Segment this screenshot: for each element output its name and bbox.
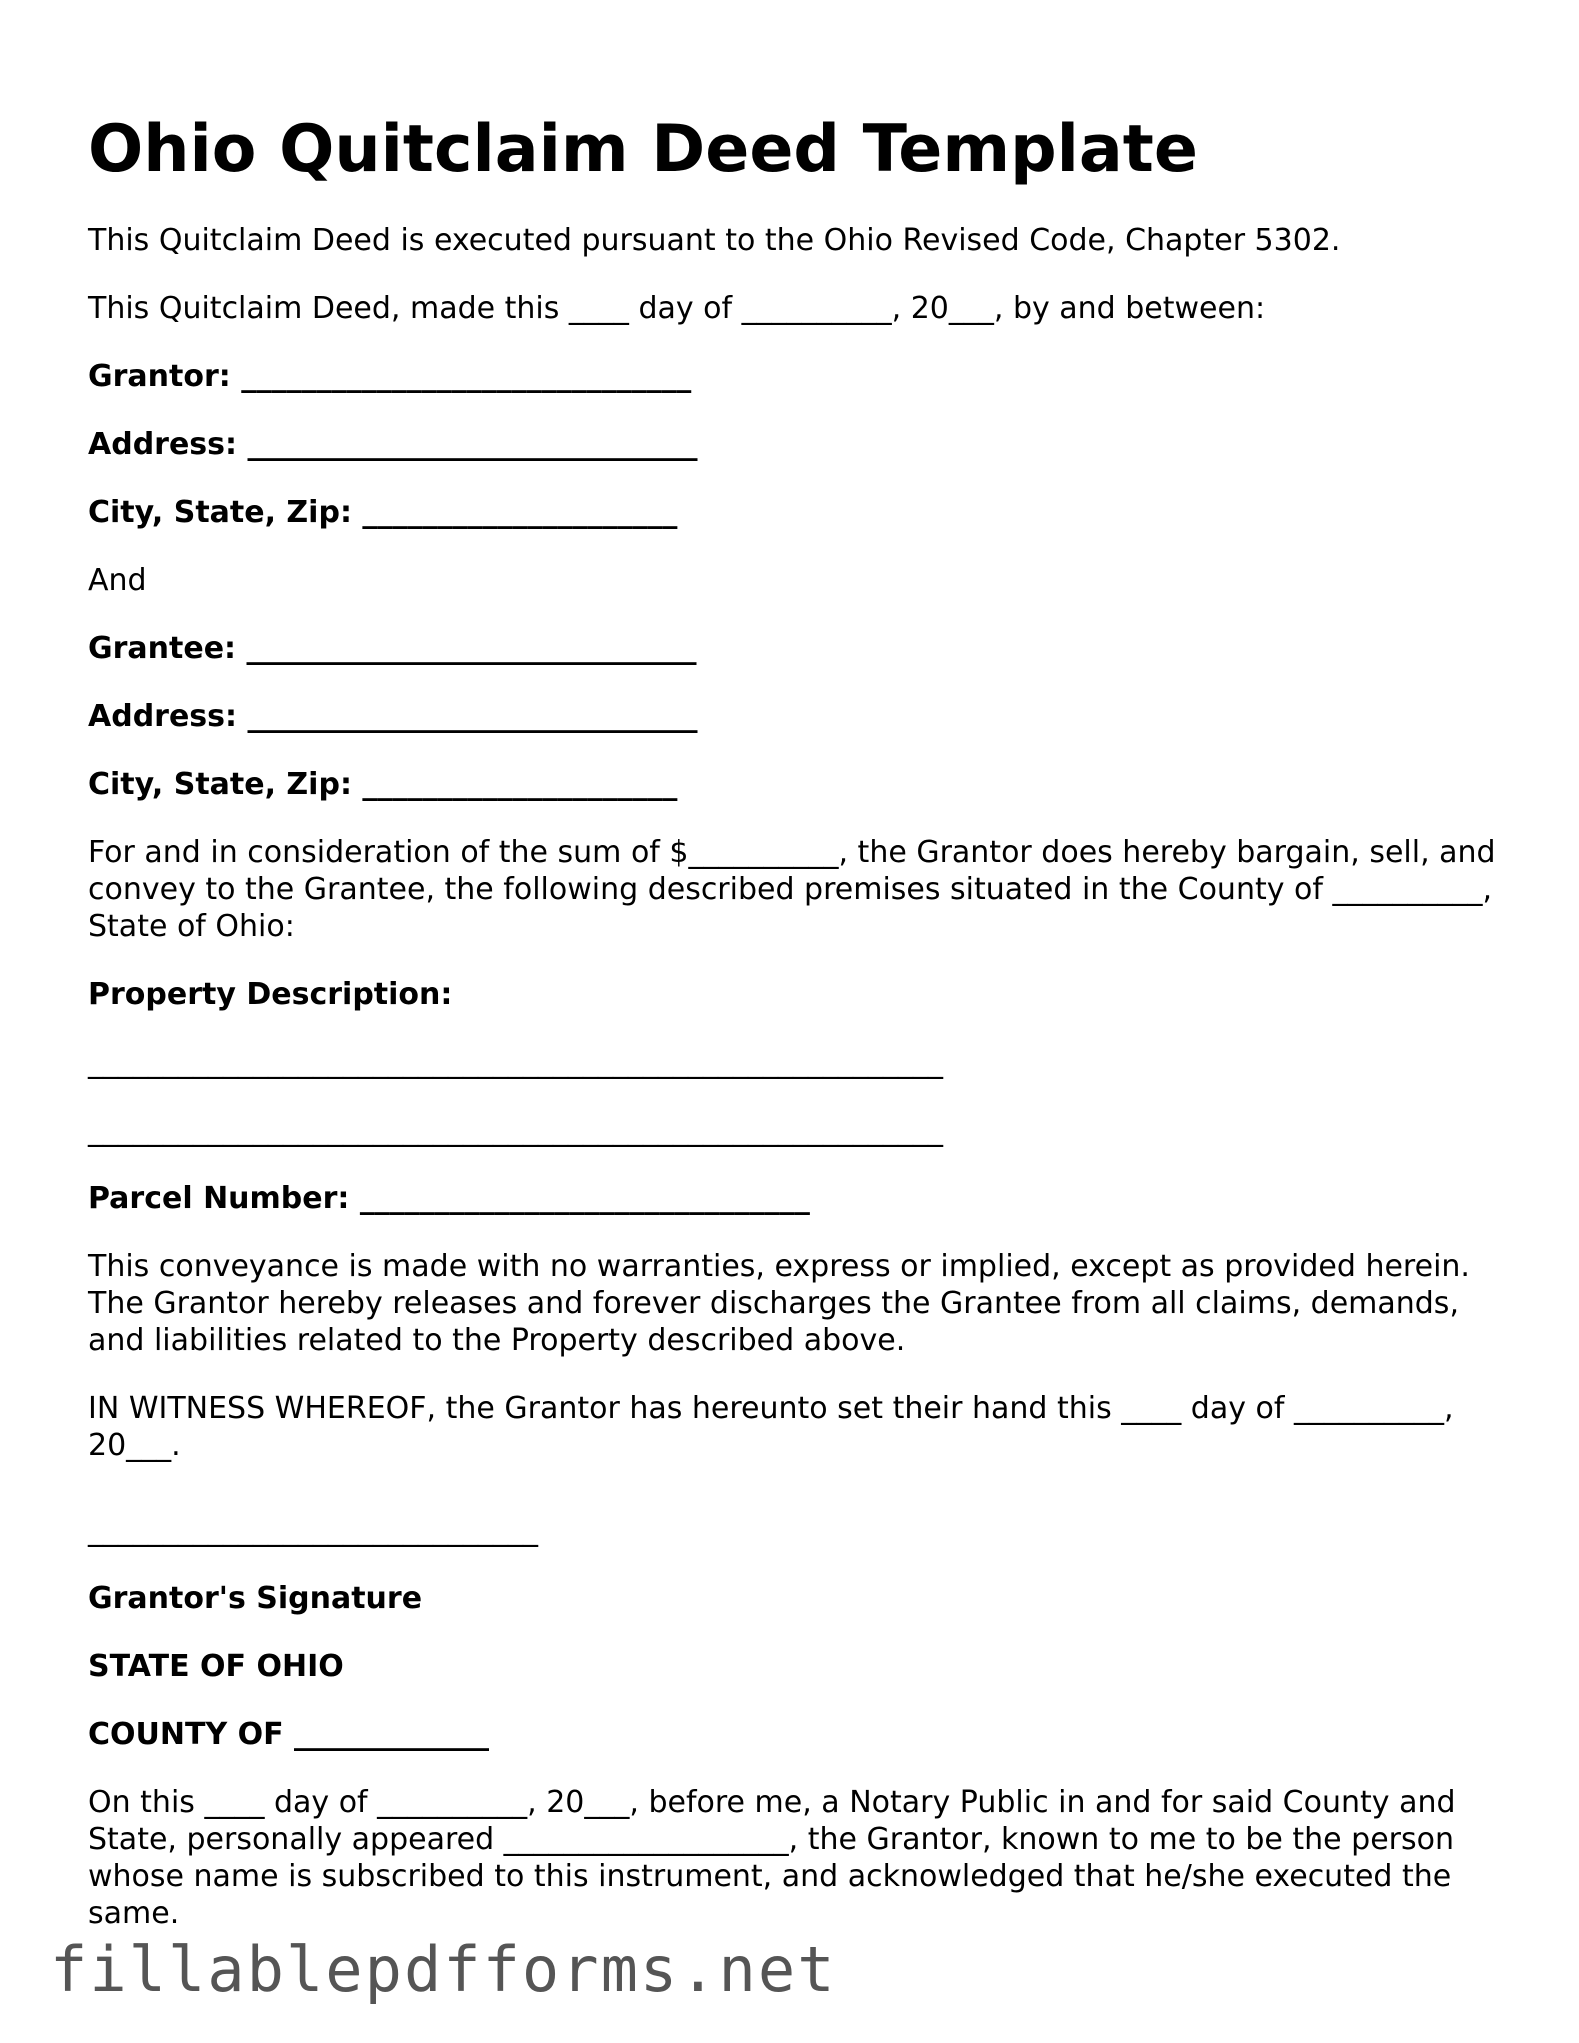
consideration-text: For and in consideration of the sum of $__________, the Grantor does hereby bargain, sell, and convey to the Grantee, the following described premises situated in the County of __________, State of Ohio: [88,835,1496,944]
signature-line[interactable]: ______________________________ [88,1513,538,1548]
page-title: Ohio Quitclaim Deed Template [88,112,1198,187]
grantor-name-field[interactable]: Grantor: ______________________________ [88,359,692,394]
grantor-address-field[interactable]: Address: ______________________________ [88,427,698,462]
parcel-number-field[interactable]: Parcel Number: ______________________________ [88,1181,810,1216]
witness-text: IN WITNESS WHEREOF, the Grantor has hereunto set their hand this ____ day of __________, 20___. [88,1391,1454,1463]
grantor-city-field[interactable]: City, State, Zip: _____________________ [88,495,678,530]
document-page [88,108,1508,1963]
property-description-line-2[interactable]: _________________________________________________________ [88,1113,943,1148]
property-description-label: Property Description: [88,977,453,1012]
notary-text: On this ____ day of __________, 20___, before me, a Notary Public in and for said County and State, personally appeared ___________________, the Grantor, known to me to be the person whose name is subscribed to this instrument, and acknowledged that he/she executed the same. [88,1785,1456,1931]
county-field[interactable]: COUNTY OF _____________ [88,1717,490,1752]
property-description-line-1[interactable]: _________________________________________________________ [88,1045,943,1080]
intro-text: This Quitclaim Deed is executed pursuant to the Ohio Revised Code, Chapter 5302. [88,223,1341,258]
warranty-text: This conveyance is made with no warranties, express or implied, except as provided herein. The Grantor hereby releases and forever discharges the Grantee from all claims, demands, and liabilities related to the Property described above. [88,1249,1470,1358]
state-label: STATE OF OHIO [88,1649,344,1684]
grantee-name-field[interactable]: Grantee: ______________________________ [88,631,697,666]
watermark-logo: fillablepdfforms.net [50,1933,837,2006]
and-text: And [88,563,147,598]
made-this-text: This Quitclaim Deed, made this ____ day of __________, 20___, by and between: [88,291,1266,326]
grantee-address-field[interactable]: Address: ______________________________ [88,699,698,734]
grantee-city-field[interactable]: City, State, Zip: _____________________ [88,767,678,802]
signature-label: Grantor's Signature [88,1581,423,1616]
